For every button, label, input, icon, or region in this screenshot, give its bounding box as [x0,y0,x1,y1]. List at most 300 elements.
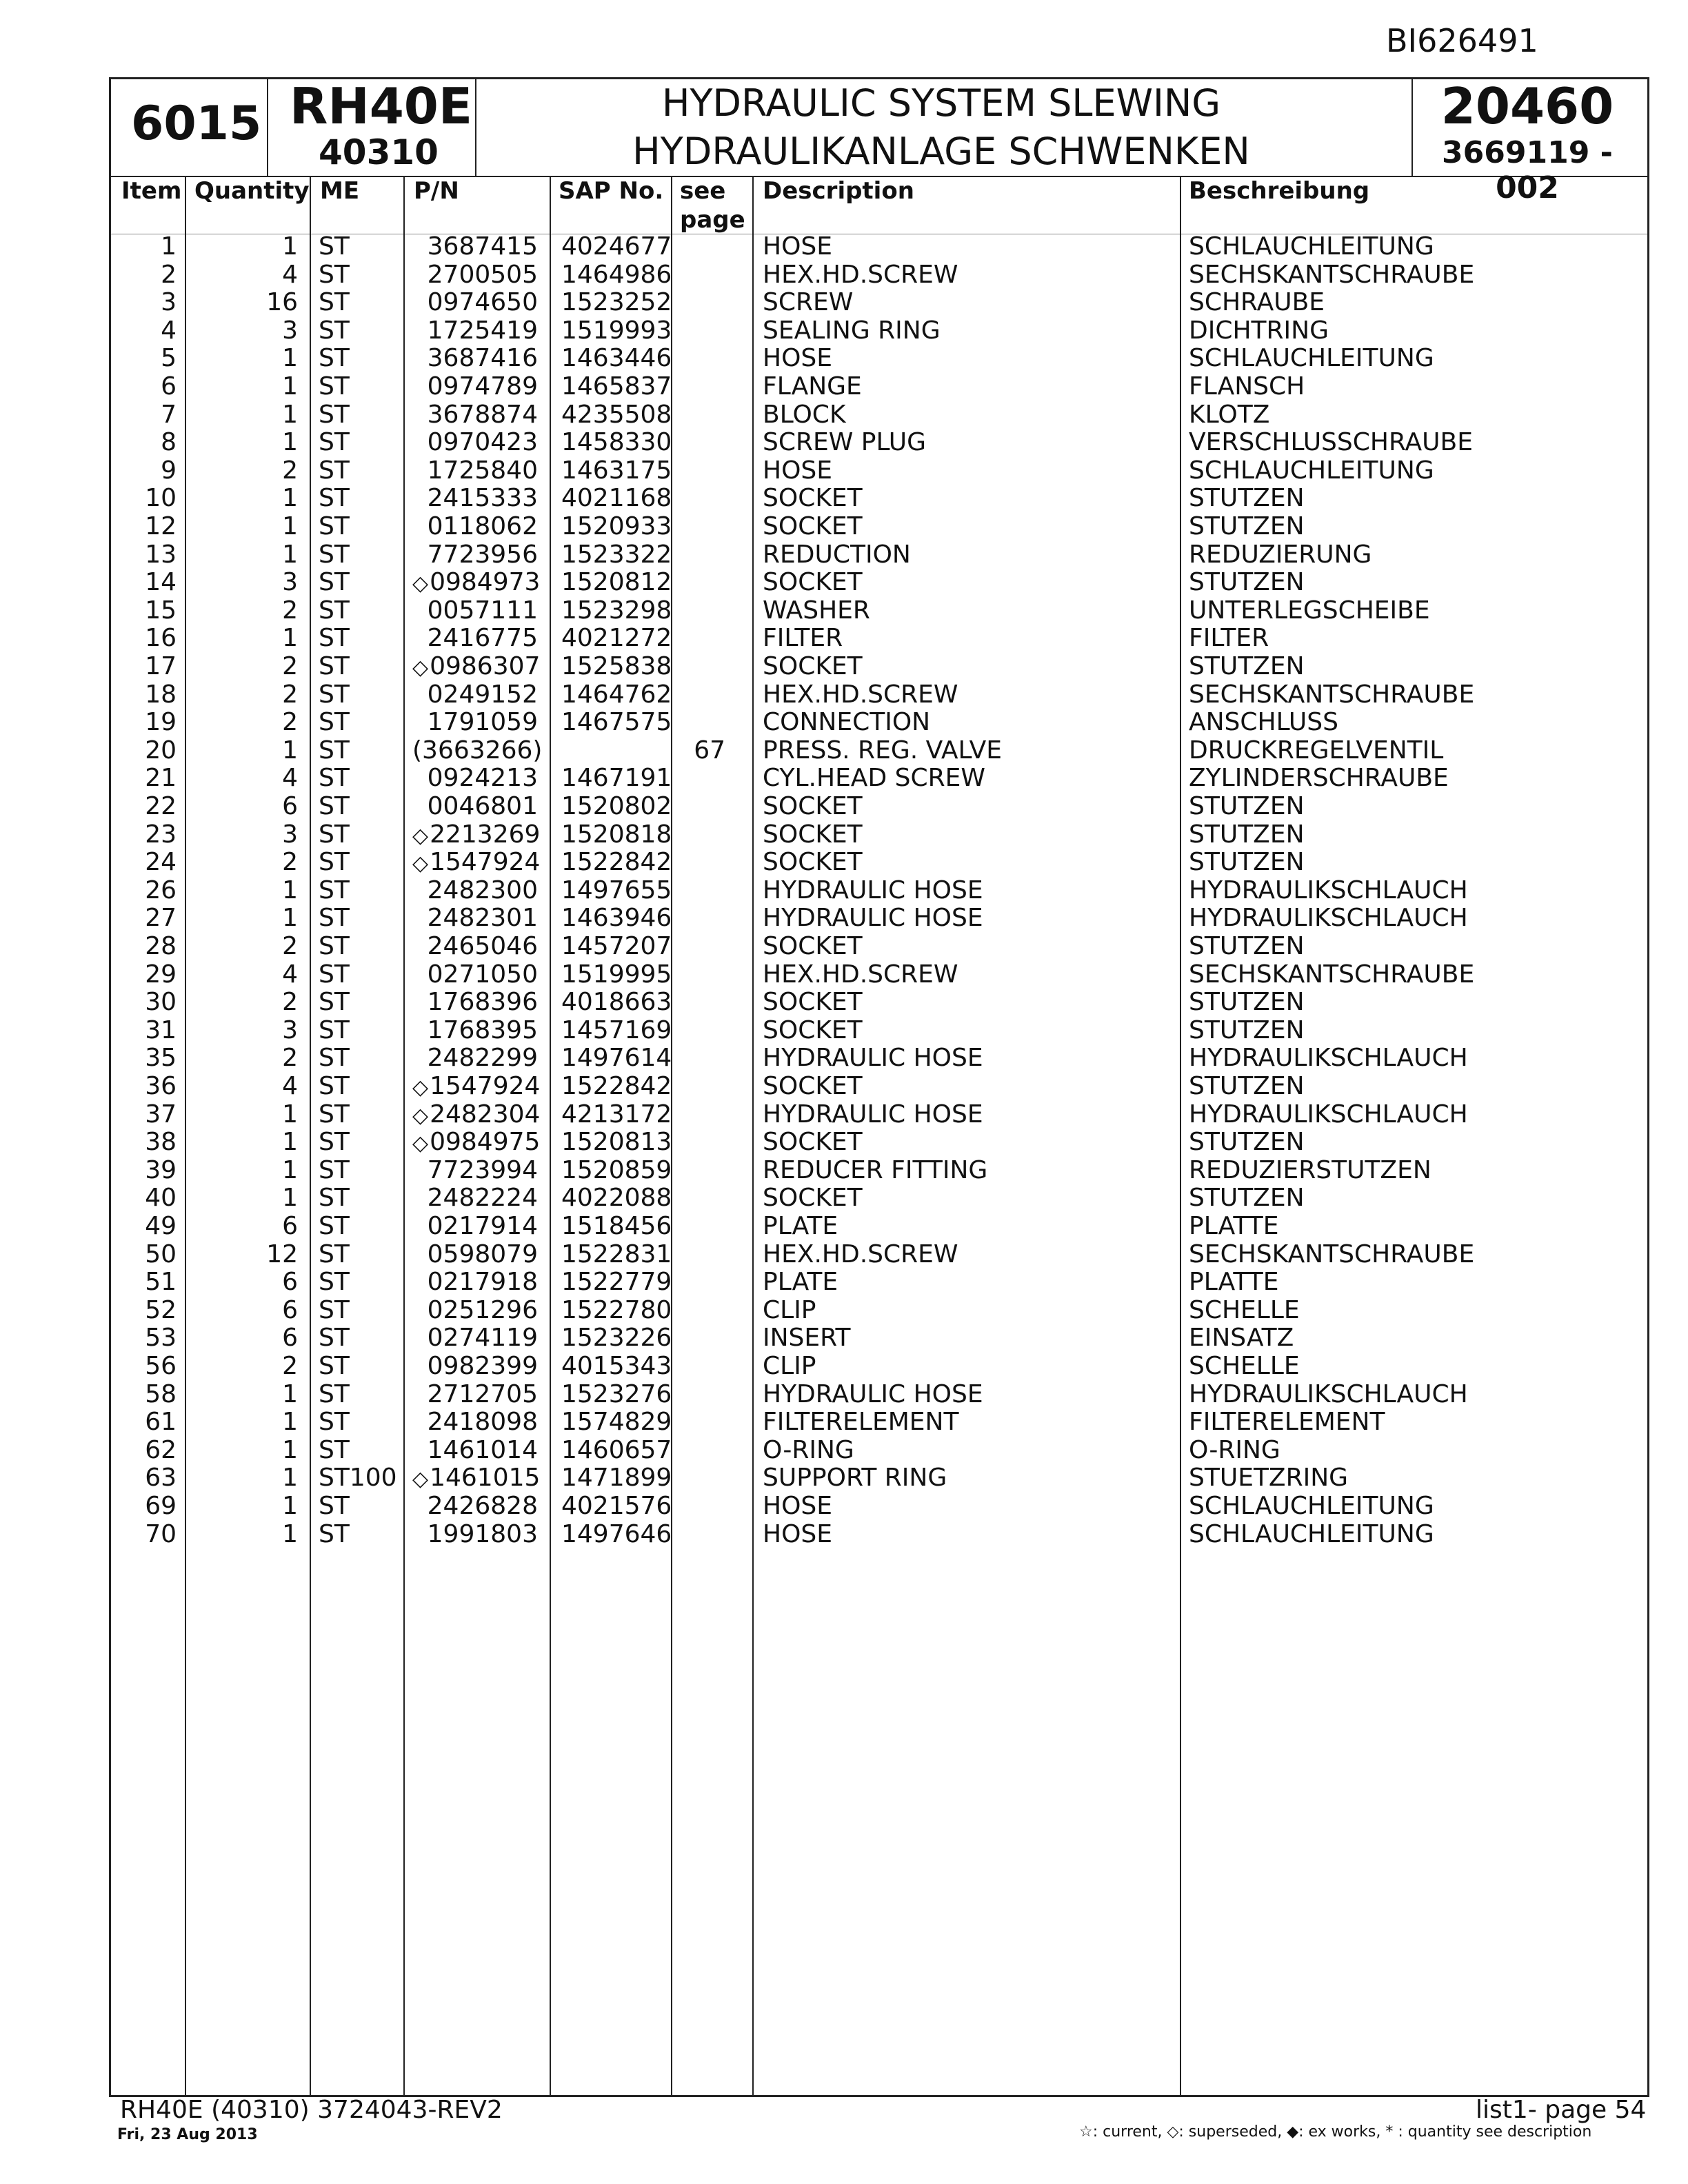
table-row [0,289,1688,317]
cell-sap [561,1015,672,1044]
cell-pn [412,933,538,960]
cell-pn [412,289,538,316]
cell-description-text: CLIP [763,1295,816,1324]
cell-quantity-text: 1 [282,1184,298,1213]
table-row [0,961,1688,989]
cell-item [121,625,177,652]
cell-description-text: HYDRAULIC HOSE [763,1379,983,1408]
cell-item [121,989,177,1016]
cell-description [763,1381,1176,1408]
cell-item-text: 5 [161,344,177,373]
table-row [0,597,1688,625]
cell-pn-text: 2426828 [427,1492,538,1520]
cell-pn [412,1297,538,1324]
cell-sap [561,1155,672,1184]
cell-quantity-text: 6 [282,1268,298,1297]
cell-description [763,904,1176,932]
table-row [0,1044,1688,1073]
table-row [0,429,1688,457]
cell-sap [561,1492,672,1520]
cell-description-text: SOCKET [763,484,863,513]
table-row [0,1213,1688,1241]
cell-item-text: 26 [145,876,177,904]
cell-pn [412,1268,538,1296]
cell-beschreibung-text: STUTZEN [1189,1128,1305,1157]
cell-description [763,1044,1176,1072]
cell-item [121,569,177,596]
cell-pn-text: 0271050 [427,960,538,989]
cell-me-text: ST [319,428,350,457]
cell-description-text: SOCKET [763,512,863,540]
cell-sap [561,1184,672,1213]
cell-sap-text: 4021272 [561,624,672,653]
cell-sap [561,624,672,653]
cell-pn-text: 0251296 [427,1295,538,1324]
cell-sap [561,288,672,317]
cell-quantity-text: 4 [282,260,298,289]
cell-description-text: SOCKET [763,1128,863,1157]
cell-me-text: ST [319,1015,350,1044]
cell-item-text: 10 [145,484,177,513]
cell-pn-text: (3663266) [412,736,543,765]
cell-sap [561,1464,672,1493]
cell-quantity-text: 1 [282,1519,298,1548]
cell-item [121,1129,177,1156]
cell-me [319,1268,401,1296]
cell-sap-text: 1463175 [561,456,672,485]
cell-quantity [207,1353,298,1380]
cell-pn-text: 1461014 [427,1435,538,1464]
cell-quantity [207,401,298,429]
cell-pn-text: 2465046 [427,932,538,960]
cell-me-text: ST [319,1128,350,1157]
cell-item [121,1464,177,1492]
cell-sap [561,1044,672,1073]
cell-quantity-text: 2 [282,848,298,877]
table-row [0,989,1688,1017]
cell-pn-text: 1791059 [427,708,538,737]
cell-sap-text: 4021576 [561,1492,672,1520]
cell-item-text: 2 [161,260,177,289]
cell-quantity-text: 1 [282,1379,298,1408]
cell-me [319,317,401,345]
cell-sap-text: 1574829 [561,1408,672,1437]
cell-quantity [207,653,298,680]
table-row [0,793,1688,821]
cell-me [319,1101,401,1129]
cell-me-text: ST [319,1324,350,1353]
cell-quantity-text: 1 [282,484,298,513]
cell-pn-text: 1725840 [427,456,538,485]
cell-description-text: SOCKET [763,932,863,960]
cell-me-text: ST [319,1212,350,1240]
cell-beschreibung [1189,1297,1630,1324]
cell-sap [561,344,672,373]
cell-quantity [207,765,298,792]
cell-beschreibung [1189,1129,1630,1156]
cell-quantity-text: 2 [282,988,298,1017]
cell-pn [412,625,538,652]
cell-me [319,457,401,485]
cell-sap [561,1240,672,1268]
cell-description [763,373,1176,401]
cell-pn [412,429,538,456]
cell-me [319,429,401,456]
cell-me [319,849,401,876]
cell-me [319,793,401,820]
cell-beschreibung [1189,849,1630,876]
cell-beschreibung [1189,793,1630,820]
cell-quantity-text: 2 [282,1352,298,1380]
cell-sap [561,1100,672,1129]
cell-beschreibung-text: STUTZEN [1189,792,1305,820]
cell-sap-text: 1522779 [561,1268,672,1297]
cell-me-text: ST [319,1100,350,1129]
cell-quantity-text: 4 [282,1072,298,1100]
cell-me-text: ST [319,1408,350,1437]
cell-item [121,1101,177,1129]
superseded-icon: ◇ [412,1467,429,1492]
cell-me [319,989,401,1016]
cell-me-text: ST [319,1184,350,1213]
cell-beschreibung [1189,1381,1630,1408]
cell-quantity [207,289,298,316]
cell-pn-text: 2482300 [427,876,538,904]
cell-item [121,1297,177,1324]
cell-description-text: SCREW [763,288,854,317]
cell-me-text: ST [319,540,350,569]
cell-pn [412,1464,541,1493]
cell-me [319,541,401,569]
cell-sap [561,596,672,625]
cell-pn [412,373,538,401]
cell-sap [561,232,672,261]
cell-description [763,345,1176,372]
cell-pn [412,457,538,485]
cell-me [319,233,401,261]
cell-item [121,961,177,989]
cell-sap-text: 1518456 [561,1212,672,1240]
cell-me-text: ST [319,736,350,765]
cell-me [319,1408,401,1436]
cell-item [121,849,177,876]
cell-beschreibung [1189,1353,1630,1380]
cell-beschreibung [1189,1073,1630,1100]
cell-pn [412,233,538,261]
cell-item [121,541,177,569]
cell-sap-text: 1523252 [561,288,672,317]
cell-pn-text: 3687415 [427,232,538,261]
cell-beschreibung-text: HYDRAULIKSCHLAUCH [1189,876,1468,904]
cell-quantity-text: 6 [282,1324,298,1353]
cell-sap-text: 1464762 [561,680,672,709]
cell-pn-text: 2482304 [430,1100,541,1129]
cell-item [121,1381,177,1408]
cell-me [319,1464,401,1492]
cell-description-text: HOSE [763,344,833,373]
cell-item-text: 51 [145,1268,177,1297]
cell-description-text: HOSE [763,1519,833,1548]
cell-sap-text: 1467191 [561,764,672,793]
cell-me [319,1073,401,1100]
cell-item-text: 24 [145,848,177,877]
cell-me [319,1213,401,1240]
cell-description [763,1521,1176,1548]
col-header-quantity: Quantity [194,177,310,205]
cell-quantity-text: 1 [282,1464,298,1493]
cell-quantity [207,1073,298,1100]
cell-quantity-text: 2 [282,680,298,709]
cell-me [319,961,401,989]
cell-pn-text: 0057111 [427,596,538,625]
cell-item [121,597,177,625]
cell-quantity-text: 12 [266,1240,298,1268]
cell-me [319,877,401,904]
cell-quantity [207,904,298,932]
cell-pn [412,261,538,289]
superseded-icon: ◇ [412,572,429,596]
cell-sap-text: 1463446 [561,344,672,373]
cell-me [319,485,401,512]
cell-item-text: 29 [145,960,177,989]
cell-beschreibung [1189,989,1630,1016]
cell-description-text: FILTERELEMENT [763,1408,959,1437]
cell-item [121,1044,177,1072]
cell-description [763,933,1176,960]
cell-me [319,653,401,680]
cell-quantity [207,485,298,512]
cell-sap-text: 4235508 [561,400,672,429]
cell-item [121,457,177,485]
table-row [0,1101,1688,1129]
cell-description [763,1297,1176,1324]
cell-me [319,625,401,652]
cell-beschreibung [1189,1493,1630,1520]
cell-me-text: ST [319,344,350,373]
cell-beschreibung [1189,513,1630,540]
cell-beschreibung [1189,1184,1630,1212]
col-header-me: ME [320,177,360,205]
cell-description [763,513,1176,540]
cell-me-text: ST [319,316,350,345]
cell-item [121,485,177,512]
cell-item [121,1408,177,1436]
cell-me [319,513,401,540]
cell-beschreibung-text: FILTER [1189,624,1269,653]
cell-quantity [207,1157,298,1184]
cell-sap-text: 1471899 [561,1464,672,1493]
cell-pn-text: 0217914 [427,1212,538,1240]
header-divider [267,79,268,176]
cell-quantity-text: 3 [282,316,298,345]
cell-quantity-text: 2 [282,708,298,737]
cell-sap [561,1519,672,1548]
cell-quantity-text: 1 [282,1100,298,1129]
cell-quantity [207,1241,298,1268]
cell-sap-text: 1457169 [561,1015,672,1044]
cell-quantity-text: 3 [282,1015,298,1044]
cell-item-text: 62 [145,1435,177,1464]
cell-item-text: 6 [161,372,177,401]
cell-beschreibung-text: SECHSKANTSCHRAUBE [1189,1240,1475,1268]
cell-beschreibung-text: SECHSKANTSCHRAUBE [1189,680,1475,709]
cell-beschreibung [1189,653,1630,680]
cell-pn-text: 7723994 [427,1155,538,1184]
cell-description-text: CONNECTION [763,708,931,737]
cell-item-text: 22 [145,792,177,820]
cell-item-text: 12 [145,512,177,540]
cell-sap [561,1072,672,1100]
cell-beschreibung-text: PLATTE [1189,1268,1279,1297]
cell-item-text: 36 [145,1072,177,1100]
cell-pn [412,1213,538,1240]
cell-sap-text: 4018663 [561,988,672,1017]
cell-me [319,373,401,401]
cell-description [763,737,1176,765]
cell-description [763,485,1176,512]
title-english: HYDRAULIC SYSTEM SLEWING [661,81,1221,125]
cell-quantity-text: 1 [282,512,298,540]
cell-description-text: FILTER [763,624,843,653]
cell-pn-text: 2482299 [427,1044,538,1073]
cell-me [319,289,401,316]
cell-pn [412,820,541,850]
cell-item [121,1268,177,1296]
cell-pn-text: 2700505 [427,260,538,289]
cell-item [121,793,177,820]
cell-pn [412,1128,541,1157]
cell-quantity-text: 1 [282,344,298,373]
table-row [0,1521,1688,1549]
cell-sap-text: 1458330 [561,428,672,457]
footer-date: Fri, 23 Aug 2013 [117,2126,258,2143]
assembly-number: 20460 [1440,77,1614,135]
cell-item [121,1437,177,1464]
cell-description [763,569,1176,596]
cell-description-text: SOCKET [763,1015,863,1044]
cell-item [121,261,177,289]
cell-beschreibung-text: STUTZEN [1189,512,1305,540]
serial-number: 40310 [319,132,439,172]
cell-quantity [207,345,298,372]
cell-me [319,1184,401,1212]
cell-beschreibung-text: KLOTZ [1189,400,1270,429]
cell-pn [412,345,538,372]
cell-item [121,233,177,261]
cell-description [763,429,1176,456]
cell-pn [412,877,538,904]
cell-me [319,709,401,736]
cell-description [763,1493,1176,1520]
cell-beschreibung-text: EINSATZ [1189,1324,1294,1353]
cell-quantity-text: 2 [282,932,298,960]
cell-pn [412,681,538,709]
cell-me [319,1324,401,1352]
footer-legend: ☆: current, ◇: superseded, ◆: ex works, * : quantity see description [1079,2123,1592,2141]
table-row [0,1408,1688,1437]
cell-quantity-text: 2 [282,1044,298,1073]
cell-quantity [207,1017,298,1044]
cell-description-text: SEALING RING [763,316,941,345]
cell-item-text: 30 [145,988,177,1017]
cell-me-text: ST [319,1379,350,1408]
cell-beschreibung-text: SCHELLE [1189,1352,1300,1380]
cell-quantity [207,233,298,261]
cell-pn [412,513,538,540]
cell-sap-text: 1523226 [561,1324,672,1353]
cell-see-page-text: 67 [694,736,725,765]
cell-beschreibung-text: STUTZEN [1189,1072,1305,1100]
cell-quantity [207,989,298,1016]
cell-item-text: 18 [145,680,177,709]
cell-me-text: ST [319,1352,350,1380]
cell-description [763,681,1176,709]
table-row [0,1129,1688,1157]
cell-me [319,597,401,625]
cell-quantity [207,373,298,401]
cell-quantity [207,1101,298,1129]
cell-pn-text: 1768395 [427,1015,538,1044]
cell-quantity [207,1129,298,1156]
table-row [0,1157,1688,1185]
cell-pn-text: 1547924 [430,1072,541,1100]
cell-pn [412,736,543,765]
cell-beschreibung [1189,1268,1630,1296]
cell-description [763,625,1176,652]
cell-me [319,401,401,429]
cell-beschreibung-text: PLATTE [1189,1212,1279,1240]
cell-description [763,765,1176,792]
cell-me [319,1157,401,1184]
cell-sap [561,456,672,485]
cell-beschreibung [1189,1241,1630,1268]
cell-beschreibung [1189,1408,1630,1436]
cell-description [763,989,1176,1016]
cell-quantity [207,1268,298,1296]
cell-item [121,821,177,849]
cell-sap-text: 1523276 [561,1379,672,1408]
cell-description [763,1353,1176,1380]
cell-pn-text: 0598079 [427,1240,538,1268]
cell-me-text: ST [319,1044,350,1073]
cell-pn [412,1324,538,1352]
cell-item [121,373,177,401]
cell-sap [561,764,672,793]
cell-beschreibung [1189,933,1630,960]
cell-sap-text: 1467575 [561,708,672,737]
cell-beschreibung-text: FLANSCH [1189,372,1305,401]
cell-pn [412,961,538,989]
cell-me-text: ST [319,820,350,849]
cell-quantity [207,961,298,989]
table-row [0,933,1688,961]
cell-quantity-text: 1 [282,1155,298,1184]
cell-description-text: PLATE [763,1268,838,1297]
cell-item-text: 23 [145,820,177,849]
cell-pn-text: 2415333 [427,484,538,513]
cell-quantity [207,1297,298,1324]
cell-pn [412,1353,538,1380]
cell-description-text: O-RING [763,1435,854,1464]
cell-description-text: PLATE [763,1212,838,1240]
cell-beschreibung [1189,289,1630,316]
cell-pn-text: 0974650 [427,288,538,317]
cell-me-text: ST [319,372,350,401]
cell-sap-text: 1520818 [561,820,672,849]
col-header-beschreibung: Beschreibung [1189,177,1370,205]
cell-item-text: 63 [145,1464,177,1493]
cell-quantity [207,793,298,820]
